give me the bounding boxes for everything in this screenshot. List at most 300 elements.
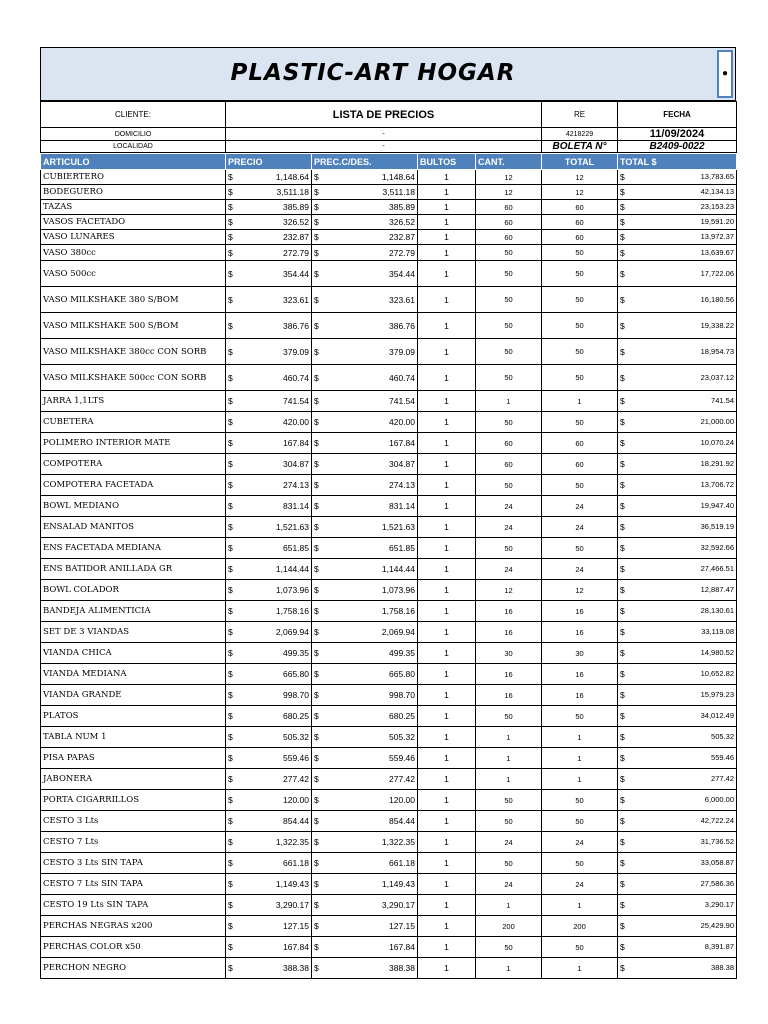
cell-bultos[interactable]: 1	[418, 454, 476, 475]
cell-cant[interactable]: 1	[476, 727, 542, 748]
cell-cant[interactable]: 24	[476, 496, 542, 517]
cell-precio[interactable]	[226, 517, 312, 538]
cell-bultos[interactable]: 1	[418, 517, 476, 538]
cell-cant[interactable]: 16	[476, 622, 542, 643]
cell-total[interactable]: 50	[542, 538, 618, 559]
cell-precio[interactable]	[226, 559, 312, 580]
cell-bultos[interactable]: 1	[418, 391, 476, 412]
currency-symbol: $	[620, 187, 625, 197]
col-header-cant[interactable]: CANT.	[476, 154, 542, 170]
cell-total[interactable]: 50	[542, 412, 618, 433]
cell-total[interactable]: 50	[542, 475, 618, 496]
cell-bultos[interactable]: 1	[418, 185, 476, 200]
cell-total-pesos[interactable]	[618, 185, 737, 200]
cell-precio[interactable]	[226, 215, 312, 230]
cell-prec-des[interactable]	[312, 685, 418, 706]
currency-symbol: $	[620, 396, 625, 406]
cell-total-pesos[interactable]	[618, 287, 737, 313]
cell-prec-des[interactable]	[312, 287, 418, 313]
cell-precio[interactable]	[226, 832, 312, 853]
cell-cant[interactable]: 60	[476, 200, 542, 215]
col-header-prec-des[interactable]: PREC.C/DES.	[312, 154, 418, 170]
cell-articulo[interactable]: JABONERA	[41, 769, 226, 790]
cell-prec-des[interactable]	[312, 748, 418, 769]
cell-prec-des[interactable]	[312, 874, 418, 895]
cell-articulo[interactable]: TABLA NUM 1	[41, 727, 226, 748]
cell-articulo[interactable]: VASO 380cc	[41, 245, 226, 261]
cell-cant[interactable]: 50	[476, 937, 542, 958]
cell-articulo[interactable]: BODEGUERO	[41, 185, 226, 200]
cell-total[interactable]: 50	[542, 287, 618, 313]
cell-cant[interactable]: 1	[476, 958, 542, 979]
cell-bultos[interactable]: 1	[418, 313, 476, 339]
cell-total-pesos[interactable]	[618, 538, 737, 559]
cell-total[interactable]: 1	[542, 895, 618, 916]
cell-total[interactable]: 60	[542, 215, 618, 230]
cell-total-pesos[interactable]	[618, 832, 737, 853]
cell-total-pesos[interactable]	[618, 433, 737, 454]
cell-total-pesos[interactable]	[618, 261, 737, 287]
cell-articulo[interactable]: PERCHON NEGRO	[41, 958, 226, 979]
cell-cant[interactable]: 50	[476, 853, 542, 874]
cell-bultos[interactable]: 1	[418, 664, 476, 685]
cell-total-pesos[interactable]	[618, 958, 737, 979]
cell-total-pesos[interactable]	[618, 313, 737, 339]
cell-cant[interactable]: 50	[476, 706, 542, 727]
cell-cant[interactable]: 16	[476, 601, 542, 622]
cell-prec-des[interactable]	[312, 339, 418, 365]
cell-total-pesos[interactable]	[618, 769, 737, 790]
cell-total[interactable]: 60	[542, 454, 618, 475]
cell-articulo[interactable]: JARRA 1,1LTS	[41, 391, 226, 412]
cell-bultos[interactable]: 1	[418, 230, 476, 245]
cell-cant[interactable]: 24	[476, 559, 542, 580]
cell-total[interactable]: 50	[542, 365, 618, 391]
cell-cant[interactable]: 24	[476, 517, 542, 538]
cell-cant[interactable]: 60	[476, 433, 542, 454]
table-row	[41, 643, 737, 664]
cell-total[interactable]: 16	[542, 601, 618, 622]
cell-articulo[interactable]: SET DE 3 VIANDAS	[41, 622, 226, 643]
cell-precio[interactable]	[226, 727, 312, 748]
cell-prec-des[interactable]	[312, 769, 418, 790]
cell-total-pesos[interactable]	[618, 412, 737, 433]
cell-prec-des[interactable]	[312, 433, 418, 454]
cell-precio[interactable]	[226, 958, 312, 979]
cell-precio[interactable]	[226, 790, 312, 811]
cell-precio[interactable]	[226, 622, 312, 643]
cell-articulo[interactable]: VASO 500cc	[41, 261, 226, 287]
cell-bultos[interactable]: 1	[418, 832, 476, 853]
precio-value: 385.89	[283, 202, 309, 212]
cell-precio[interactable]	[226, 433, 312, 454]
cell-total[interactable]: 50	[542, 261, 618, 287]
cell-total[interactable]: 50	[542, 937, 618, 958]
cell-articulo[interactable]: PLATOS	[41, 706, 226, 727]
cell-total-pesos[interactable]	[618, 391, 737, 412]
precio-value: 680.25	[283, 711, 309, 721]
cell-total-pesos[interactable]	[618, 454, 737, 475]
cell-precio[interactable]	[226, 685, 312, 706]
cell-articulo[interactable]: COMPOTERA FACETADA	[41, 475, 226, 496]
cell-articulo[interactable]: VASO MILKSHAKE 380cc CON SORB	[41, 339, 226, 365]
cell-bultos[interactable]: 1	[418, 339, 476, 365]
cell-total-pesos[interactable]	[618, 853, 737, 874]
cell-precio[interactable]	[226, 706, 312, 727]
cell-precio[interactable]	[226, 937, 312, 958]
cell-precio[interactable]	[226, 287, 312, 313]
cell-bultos[interactable]: 1	[418, 685, 476, 706]
cell-total[interactable]: 1	[542, 769, 618, 790]
cell-precio[interactable]	[226, 895, 312, 916]
cell-total[interactable]: 16	[542, 664, 618, 685]
cell-precio[interactable]	[226, 496, 312, 517]
cell-cant[interactable]: 50	[476, 538, 542, 559]
cell-bultos[interactable]: 1	[418, 245, 476, 261]
cell-bultos[interactable]: 1	[418, 811, 476, 832]
cell-bultos[interactable]: 1	[418, 790, 476, 811]
cell-prec-des[interactable]	[312, 365, 418, 391]
cell-total[interactable]: 1	[542, 958, 618, 979]
cell-precio[interactable]	[226, 261, 312, 287]
cell-articulo[interactable]: ENSALAD MANITOS	[41, 517, 226, 538]
cell-total-pesos[interactable]	[618, 475, 737, 496]
cell-total-pesos[interactable]	[618, 811, 737, 832]
cell-precio[interactable]	[226, 916, 312, 937]
cell-articulo[interactable]: BOWL MEDIANO	[41, 496, 226, 517]
cell-total-pesos[interactable]	[618, 365, 737, 391]
cell-total-pesos[interactable]	[618, 339, 737, 365]
cell-precio[interactable]	[226, 454, 312, 475]
cell-total[interactable]: 50	[542, 339, 618, 365]
cell-total-pesos[interactable]	[618, 874, 737, 895]
cell-precio[interactable]	[226, 853, 312, 874]
cell-prec-des[interactable]	[312, 853, 418, 874]
cell-total-pesos[interactable]	[618, 200, 737, 215]
cell-precio[interactable]	[226, 185, 312, 200]
cell-cant[interactable]: 1	[476, 391, 542, 412]
cell-articulo[interactable]: CESTO 7 Lts SIN TAPA	[41, 874, 226, 895]
cell-total-pesos[interactable]	[618, 230, 737, 245]
cell-prec-des[interactable]	[312, 664, 418, 685]
cell-precio[interactable]	[226, 580, 312, 601]
cell-bultos[interactable]: 1	[418, 412, 476, 433]
cell-prec-des[interactable]	[312, 916, 418, 937]
cell-prec-des[interactable]	[312, 261, 418, 287]
cell-precio[interactable]	[226, 475, 312, 496]
cell-cant[interactable]: 50	[476, 339, 542, 365]
cell-total-pesos[interactable]	[618, 895, 737, 916]
cell-articulo[interactable]: TAZAS	[41, 200, 226, 215]
cell-precio[interactable]	[226, 365, 312, 391]
currency-symbol: $	[228, 202, 233, 212]
cell-articulo[interactable]: PERCHAS COLOR x50	[41, 937, 226, 958]
cell-articulo[interactable]: CESTO 3 Lts SIN TAPA	[41, 853, 226, 874]
cell-bultos[interactable]: 1	[418, 622, 476, 643]
cell-total[interactable]: 12	[542, 170, 618, 185]
col-header-bultos[interactable]: BULTOS	[418, 154, 476, 170]
cell-articulo[interactable]: CESTO 19 Lts SIN TAPA	[41, 895, 226, 916]
cell-precio[interactable]	[226, 769, 312, 790]
cell-prec-des[interactable]	[312, 215, 418, 230]
cell-articulo[interactable]: POLIMERO INTERIOR MATE	[41, 433, 226, 454]
cell-prec-des[interactable]	[312, 622, 418, 643]
currency-symbol: $	[228, 963, 233, 973]
cell-total[interactable]: 50	[542, 313, 618, 339]
cell-total-pesos[interactable]	[618, 685, 737, 706]
cell-total[interactable]: 1	[542, 391, 618, 412]
cell-cant[interactable]: 50	[476, 475, 542, 496]
cell-articulo[interactable]: VASO MILKSHAKE 500cc CON SORB	[41, 365, 226, 391]
cell-total-pesos[interactable]	[618, 170, 737, 185]
cell-bultos[interactable]: 1	[418, 853, 476, 874]
cell-bultos[interactable]: 1	[418, 727, 476, 748]
cell-bultos[interactable]: 1	[418, 496, 476, 517]
cell-prec-des[interactable]	[312, 200, 418, 215]
table-row	[41, 313, 737, 339]
cell-precio[interactable]	[226, 643, 312, 664]
cell-precio[interactable]	[226, 811, 312, 832]
currency-symbol: $	[314, 522, 319, 532]
cell-precio[interactable]	[226, 601, 312, 622]
cell-cant[interactable]: 12	[476, 170, 542, 185]
cell-prec-des[interactable]	[312, 412, 418, 433]
cell-prec-des[interactable]	[312, 454, 418, 475]
cell-total[interactable]: 1	[542, 748, 618, 769]
cell-precio[interactable]	[226, 170, 312, 185]
cell-total[interactable]: 50	[542, 811, 618, 832]
cell-total[interactable]: 12	[542, 185, 618, 200]
cell-total-pesos[interactable]	[618, 937, 737, 958]
cell-cant[interactable]: 50	[476, 313, 542, 339]
cell-prec-des[interactable]	[312, 895, 418, 916]
cell-cant[interactable]: 50	[476, 261, 542, 287]
cell-bultos[interactable]: 1	[418, 643, 476, 664]
cell-total[interactable]: 16	[542, 622, 618, 643]
cell-prec-des[interactable]	[312, 230, 418, 245]
cell-total-pesos[interactable]	[618, 706, 737, 727]
cell-bultos[interactable]: 1	[418, 580, 476, 601]
cell-precio[interactable]	[226, 391, 312, 412]
total-pesos-value: 28,130.61	[700, 606, 734, 615]
cell-total[interactable]: 60	[542, 433, 618, 454]
cell-prec-des[interactable]	[312, 313, 418, 339]
cell-cant[interactable]: 200	[476, 916, 542, 937]
cell-precio[interactable]	[226, 538, 312, 559]
col-header-precio[interactable]: PRECIO	[226, 154, 312, 170]
cell-articulo[interactable]: VASO MILKSHAKE 500 S/BOM	[41, 313, 226, 339]
cell-articulo[interactable]: PORTA CIGARRILLOS	[41, 790, 226, 811]
cell-total[interactable]: 24	[542, 874, 618, 895]
cell-articulo[interactable]: ENS BATIDOR ANILLADA GR	[41, 559, 226, 580]
cell-total-pesos[interactable]	[618, 496, 737, 517]
currency-symbol: $	[228, 879, 233, 889]
currency-symbol: $	[314, 900, 319, 910]
cell-precio[interactable]	[226, 748, 312, 769]
cell-precio[interactable]	[226, 230, 312, 245]
cell-cant[interactable]: 24	[476, 832, 542, 853]
cell-total[interactable]: 60	[542, 230, 618, 245]
cell-bultos[interactable]: 1	[418, 365, 476, 391]
cell-prec-des[interactable]	[312, 170, 418, 185]
cell-cant[interactable]: 1	[476, 895, 542, 916]
cell-total-pesos[interactable]	[618, 643, 737, 664]
table-row	[41, 200, 737, 215]
cell-total[interactable]: 1	[542, 727, 618, 748]
cell-total[interactable]: 16	[542, 685, 618, 706]
cell-total[interactable]: 24	[542, 496, 618, 517]
cell-prec-des[interactable]	[312, 559, 418, 580]
cell-total-pesos[interactable]	[618, 790, 737, 811]
cell-bultos[interactable]: 1	[418, 433, 476, 454]
cell-total-pesos[interactable]	[618, 580, 737, 601]
currency-symbol: $	[228, 774, 233, 784]
cell-total[interactable]: 200	[542, 916, 618, 937]
cell-total[interactable]: 24	[542, 517, 618, 538]
cell-total[interactable]: 24	[542, 559, 618, 580]
cell-total[interactable]: 50	[542, 790, 618, 811]
cell-cant[interactable]: 60	[476, 230, 542, 245]
cell-precio[interactable]	[226, 200, 312, 215]
cell-cant[interactable]: 1	[476, 769, 542, 790]
cell-total-pesos[interactable]	[618, 664, 737, 685]
cell-bultos[interactable]: 1	[418, 601, 476, 622]
cell-cant[interactable]: 60	[476, 215, 542, 230]
cell-cant[interactable]: 60	[476, 454, 542, 475]
cell-total-pesos[interactable]	[618, 727, 737, 748]
cell-prec-des[interactable]	[312, 958, 418, 979]
cell-cant[interactable]: 50	[476, 365, 542, 391]
cell-cant[interactable]: 50	[476, 790, 542, 811]
cell-prec-des[interactable]	[312, 706, 418, 727]
cell-total[interactable]: 50	[542, 245, 618, 261]
cell-total[interactable]: 24	[542, 832, 618, 853]
cell-total-pesos[interactable]	[618, 748, 737, 769]
currency-symbol: $	[620, 816, 625, 826]
cell-bultos[interactable]: 1	[418, 706, 476, 727]
cell-cant[interactable]: 50	[476, 287, 542, 313]
cell-total[interactable]: 12	[542, 580, 618, 601]
cell-articulo[interactable]: CUBIERTERO	[41, 170, 226, 185]
cell-articulo[interactable]: CESTO 3 Lts	[41, 811, 226, 832]
cell-bultos[interactable]: 1	[418, 170, 476, 185]
cell-precio[interactable]	[226, 412, 312, 433]
total-pesos-value: 13,639.67	[700, 247, 734, 257]
cell-prec-des[interactable]	[312, 391, 418, 412]
col-header-articulo[interactable]: ARTICULO	[41, 154, 226, 170]
cell-articulo[interactable]: BOWL COLADOR	[41, 580, 226, 601]
cell-cant[interactable]: 50	[476, 245, 542, 261]
cell-prec-des[interactable]	[312, 727, 418, 748]
cell-precio[interactable]	[226, 874, 312, 895]
cell-articulo[interactable]: COMPOTERA	[41, 454, 226, 475]
cell-prec-des[interactable]	[312, 937, 418, 958]
cell-bultos[interactable]: 1	[418, 475, 476, 496]
cell-bultos[interactable]: 1	[418, 200, 476, 215]
cell-bultos[interactable]: 1	[418, 895, 476, 916]
cell-bultos[interactable]: 1	[418, 538, 476, 559]
cell-prec-des[interactable]	[312, 790, 418, 811]
cell-cant[interactable]: 12	[476, 580, 542, 601]
cell-precio[interactable]	[226, 245, 312, 261]
cell-articulo[interactable]: VIANDA CHICA	[41, 643, 226, 664]
cell-total[interactable]: 50	[542, 706, 618, 727]
cell-bultos[interactable]: 1	[418, 261, 476, 287]
cell-total-pesos[interactable]	[618, 916, 737, 937]
cell-cant[interactable]: 16	[476, 685, 542, 706]
total-pesos-value: 277.42	[711, 774, 734, 783]
cell-bultos[interactable]: 1	[418, 937, 476, 958]
cell-cant[interactable]: 50	[476, 412, 542, 433]
cell-prec-des[interactable]	[312, 643, 418, 664]
cell-articulo[interactable]: PISA PAPAS	[41, 748, 226, 769]
cell-bultos[interactable]: 1	[418, 215, 476, 230]
cell-total-pesos[interactable]	[618, 517, 737, 538]
cell-precio[interactable]	[226, 664, 312, 685]
cell-articulo[interactable]: VASO LUNARES	[41, 230, 226, 245]
cell-articulo[interactable]: VASOS FACETADO	[41, 215, 226, 230]
cell-total-pesos[interactable]	[618, 622, 737, 643]
cell-prec-des[interactable]	[312, 475, 418, 496]
cell-prec-des[interactable]	[312, 580, 418, 601]
cell-total[interactable]: 60	[542, 200, 618, 215]
cell-total[interactable]: 50	[542, 853, 618, 874]
cell-articulo[interactable]: PERCHAS NEGRAS x200	[41, 916, 226, 937]
cell-bultos[interactable]: 1	[418, 559, 476, 580]
cell-cant[interactable]: 24	[476, 874, 542, 895]
col-header-total[interactable]: TOTAL	[542, 154, 618, 170]
cell-total-pesos[interactable]	[618, 559, 737, 580]
cell-bultos[interactable]: 1	[418, 287, 476, 313]
cell-total-pesos[interactable]	[618, 601, 737, 622]
cell-articulo[interactable]: CUBETERA	[41, 412, 226, 433]
col-header-total-pesos[interactable]: TOTAL $	[618, 154, 737, 170]
cell-cant[interactable]: 1	[476, 748, 542, 769]
cell-total-pesos[interactable]	[618, 245, 737, 261]
cell-cant[interactable]: 16	[476, 664, 542, 685]
cell-precio[interactable]	[226, 313, 312, 339]
cell-prec-des[interactable]	[312, 517, 418, 538]
cell-prec-des[interactable]	[312, 601, 418, 622]
cell-bultos[interactable]: 1	[418, 769, 476, 790]
cell-bultos[interactable]: 1	[418, 748, 476, 769]
cell-articulo[interactable]: VIANDA GRANDE	[41, 685, 226, 706]
cell-articulo[interactable]: ENS FACETADA MEDIANA	[41, 538, 226, 559]
cell-cant[interactable]: 30	[476, 643, 542, 664]
cell-prec-des[interactable]	[312, 538, 418, 559]
cell-total-pesos[interactable]	[618, 215, 737, 230]
precio-value: 998.70	[283, 690, 309, 700]
cell-cant[interactable]: 50	[476, 811, 542, 832]
cell-bultos[interactable]: 1	[418, 958, 476, 979]
cell-articulo[interactable]: CESTO 7 Lts	[41, 832, 226, 853]
cell-total[interactable]: 30	[542, 643, 618, 664]
cell-prec-des[interactable]	[312, 832, 418, 853]
cell-cant[interactable]: 12	[476, 185, 542, 200]
cell-prec-des[interactable]	[312, 496, 418, 517]
cell-prec-des[interactable]	[312, 811, 418, 832]
cell-bultos[interactable]: 1	[418, 874, 476, 895]
cell-articulo[interactable]: VASO MILKSHAKE 380 S/BOM	[41, 287, 226, 313]
cell-precio[interactable]	[226, 339, 312, 365]
cell-prec-des[interactable]	[312, 185, 418, 200]
cell-bultos[interactable]: 1	[418, 916, 476, 937]
cell-articulo[interactable]: VIANDA MEDIANA	[41, 664, 226, 685]
form-control-button[interactable]	[717, 50, 733, 98]
cell-prec-des[interactable]	[312, 245, 418, 261]
total-pesos-value: 3,290.17	[704, 900, 734, 909]
cell-articulo[interactable]: BANDEJA ALIMENTICIA	[41, 601, 226, 622]
